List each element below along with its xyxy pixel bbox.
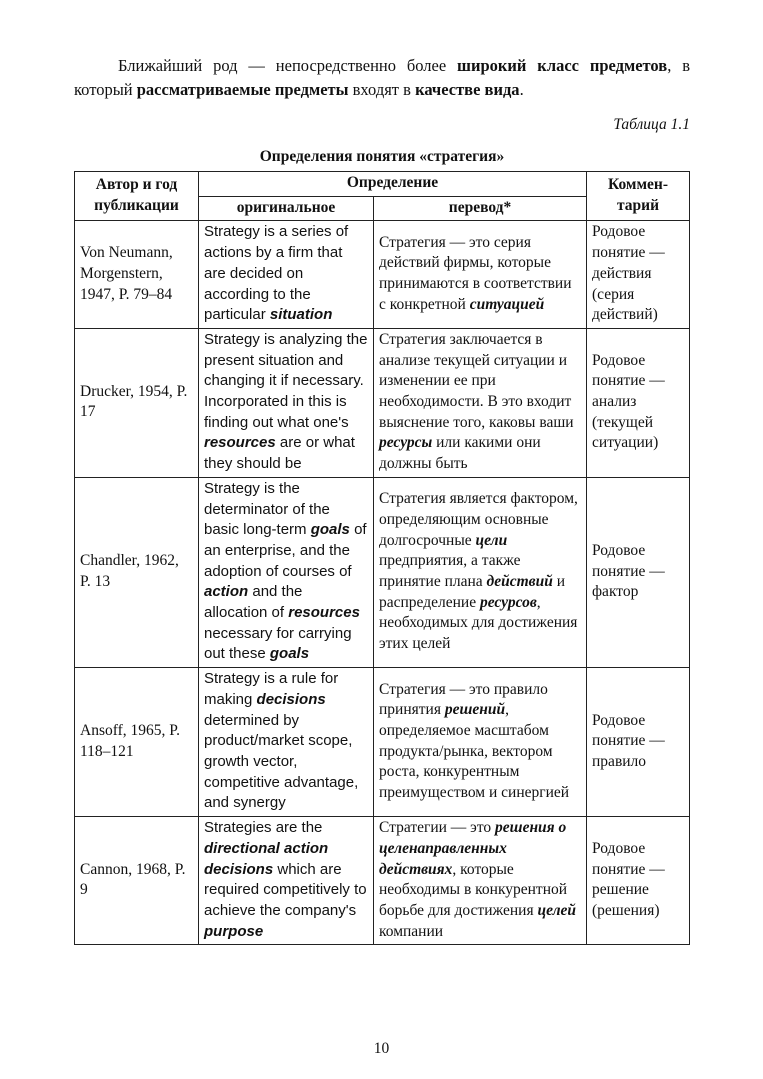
header-definition: Определение — [199, 172, 587, 197]
cell-author: Von Neumann, Morgenstern, 1947, P. 79–84 — [75, 221, 199, 329]
table-title: Определения понятия «стратегия» — [259, 148, 505, 165]
table-row — [75, 328, 690, 477]
header-author: Автор и год публикации — [75, 172, 199, 221]
cell-translation: Стратегии — это решения о целенаправленных действиях, которые необходимы в конкурентной борьбе для достижения целей компании — [374, 817, 587, 945]
cell-author: Drucker, 1954, P. 17 — [75, 328, 199, 477]
page-number: 10 — [373, 1040, 390, 1057]
cell-translation: Стратегия — это правило принятия решений, определяемое масштабом продукта/рынка, вектором роста, конкурентным преимуществом и синергией — [374, 668, 587, 817]
table-row — [75, 668, 690, 817]
header-comment: Коммен-тарий — [587, 172, 690, 221]
cell-original: Strategies are the directional action decisions which are required competitively to achieve the company's purpose — [199, 817, 374, 945]
cell-author: Cannon, 1968, P. 9 — [75, 817, 199, 945]
cell-original: Strategy is a series of actions by a firm that are decided on according to the particular situation — [199, 221, 374, 329]
cell-comment: Родовое понятие — действия (серия действий) — [587, 221, 690, 329]
header-translation: перевод* — [374, 196, 587, 221]
cell-translation: Стратегия заключается в анализе текущей ситуации и изменении ее при необходимости. В это входит выяснение того, каковы ваши ресурсы или какими они должны быть — [374, 328, 587, 477]
cell-translation: Стратегия является фактором, определяющим основные долгосрочные цели предприятия, а также принятие плана действий и распределение ресурсов, необходимых для достижения этих целей — [374, 477, 587, 667]
intro-paragraph: Ближайший род — непосредственно более широкий класс предметов, в который рассматриваемые предметы входят в качестве вида. — [74, 56, 690, 99]
cell-comment: Родовое понятие — анализ (текущей ситуации) — [587, 328, 690, 477]
table-row — [75, 221, 690, 329]
cell-comment: Родовое понятие — правило — [587, 668, 690, 817]
cell-author: Chandler, 1962, P. 13 — [75, 477, 199, 667]
header-original: оригинальное — [199, 196, 374, 221]
page-content — [74, 54, 690, 945]
definitions-table — [74, 171, 690, 945]
cell-translation: Стратегия — это серия действий фирмы, которые принимаются в соответствии с конкретной ситуацией — [374, 221, 587, 329]
table-row — [75, 817, 690, 945]
cell-original: Strategy is the determinator of the basic long-term goals of an enterprise, and the adoption of courses of action and the allocation of resources necessary for carrying out these goals — [199, 477, 374, 667]
cell-comment: Родовое понятие — фактор — [587, 477, 690, 667]
cell-comment: Родовое понятие — решение (решения) — [587, 817, 690, 945]
cell-author: Ansoff, 1965, P. 118–121 — [75, 668, 199, 817]
table-row — [75, 477, 690, 667]
cell-original: Strategy is analyzing the present situation and changing it if necessary. Incorporated in this is finding out what one's resources are or what they should be — [199, 328, 374, 477]
cell-original: Strategy is a rule for making decisions determined by product/market scope, growth vector, competitive advantage, and synergy — [199, 668, 374, 817]
table-caption: Таблица 1.1 — [613, 116, 690, 133]
